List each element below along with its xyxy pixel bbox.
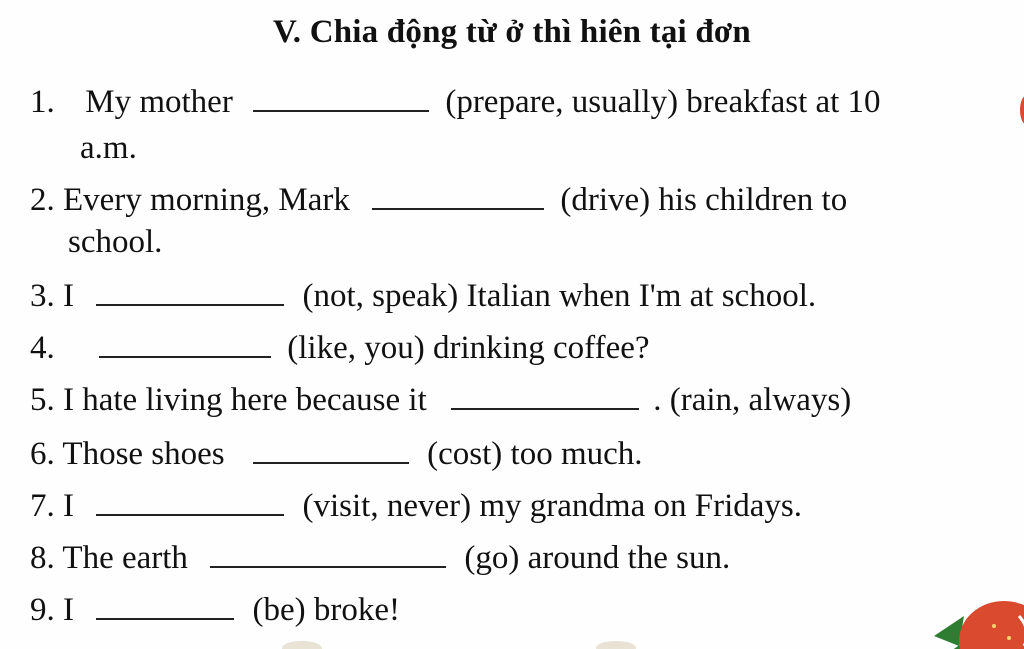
item-number: 7. bbox=[30, 488, 55, 524]
answer-blank[interactable] bbox=[96, 278, 284, 306]
item-text-after: (cost) too much. bbox=[427, 436, 643, 472]
exercise-item-1 bbox=[30, 82, 881, 122]
strawberry-icon bbox=[924, 576, 1024, 649]
item-text-before: I bbox=[63, 278, 74, 314]
item-number: 8. bbox=[30, 540, 55, 576]
item-number: 2. bbox=[30, 182, 55, 218]
item-number: 9. bbox=[30, 592, 55, 628]
item-text-before: Those shoes bbox=[62, 436, 225, 472]
exercise-item-2 bbox=[30, 180, 847, 220]
answer-blank[interactable] bbox=[451, 382, 639, 410]
exercise-item-6 bbox=[30, 434, 643, 474]
item-text-before: My mother bbox=[85, 84, 233, 120]
item-text-after: (drive) his children to bbox=[560, 182, 848, 218]
answer-blank[interactable] bbox=[99, 330, 271, 358]
item-text-before: I hate living here because it bbox=[63, 382, 427, 418]
item-text-after: (not, speak) Italian when I'm at school. bbox=[302, 278, 817, 314]
item-text-before: I bbox=[63, 592, 74, 628]
item-number: 5. bbox=[30, 382, 55, 418]
item-text-after: (like, you) drinking coffee? bbox=[287, 330, 650, 366]
worksheet-title: V. Chia động từ ở thì hiên tại đơn bbox=[273, 14, 751, 50]
item-number: 1. bbox=[30, 84, 55, 120]
answer-blank[interactable] bbox=[96, 488, 284, 516]
exercise-item-5 bbox=[30, 380, 851, 420]
faint-decoration-icon bbox=[282, 641, 322, 649]
item-text-after: (prepare, usually) breakfast at 10 bbox=[445, 84, 881, 120]
item-text-after: (be) broke! bbox=[252, 592, 401, 628]
answer-blank[interactable] bbox=[96, 592, 234, 620]
faint-decoration-icon bbox=[596, 641, 636, 649]
item-text-before: The earth bbox=[62, 540, 188, 576]
item-number: 3. bbox=[30, 278, 55, 314]
item-text-before: I bbox=[63, 488, 74, 524]
exercise-item-4 bbox=[30, 328, 650, 368]
exercise-item-1-continued bbox=[80, 128, 137, 168]
exercise-item-9 bbox=[30, 590, 400, 630]
item-number: 6. bbox=[30, 436, 55, 472]
answer-blank[interactable] bbox=[253, 84, 429, 112]
answer-blank[interactable] bbox=[253, 436, 409, 464]
exercise-item-3 bbox=[30, 276, 816, 316]
exercise-item-7 bbox=[30, 486, 802, 526]
strawberry-edge-icon bbox=[1020, 95, 1024, 125]
exercise-item-2-continued bbox=[68, 222, 162, 262]
item-text-continued: school. bbox=[68, 224, 163, 260]
answer-blank[interactable] bbox=[210, 540, 446, 568]
item-text-after: (visit, never) my grandma on Fridays. bbox=[302, 488, 802, 524]
exercise-item-8 bbox=[30, 538, 730, 578]
item-text-continued: a.m. bbox=[80, 130, 137, 166]
item-text-after: . (rain, always) bbox=[653, 382, 852, 418]
answer-blank[interactable] bbox=[372, 182, 544, 210]
item-text-after: (go) around the sun. bbox=[464, 540, 731, 576]
item-number: 4. bbox=[30, 330, 55, 366]
item-text-before: Every morning, Mark bbox=[63, 182, 350, 218]
